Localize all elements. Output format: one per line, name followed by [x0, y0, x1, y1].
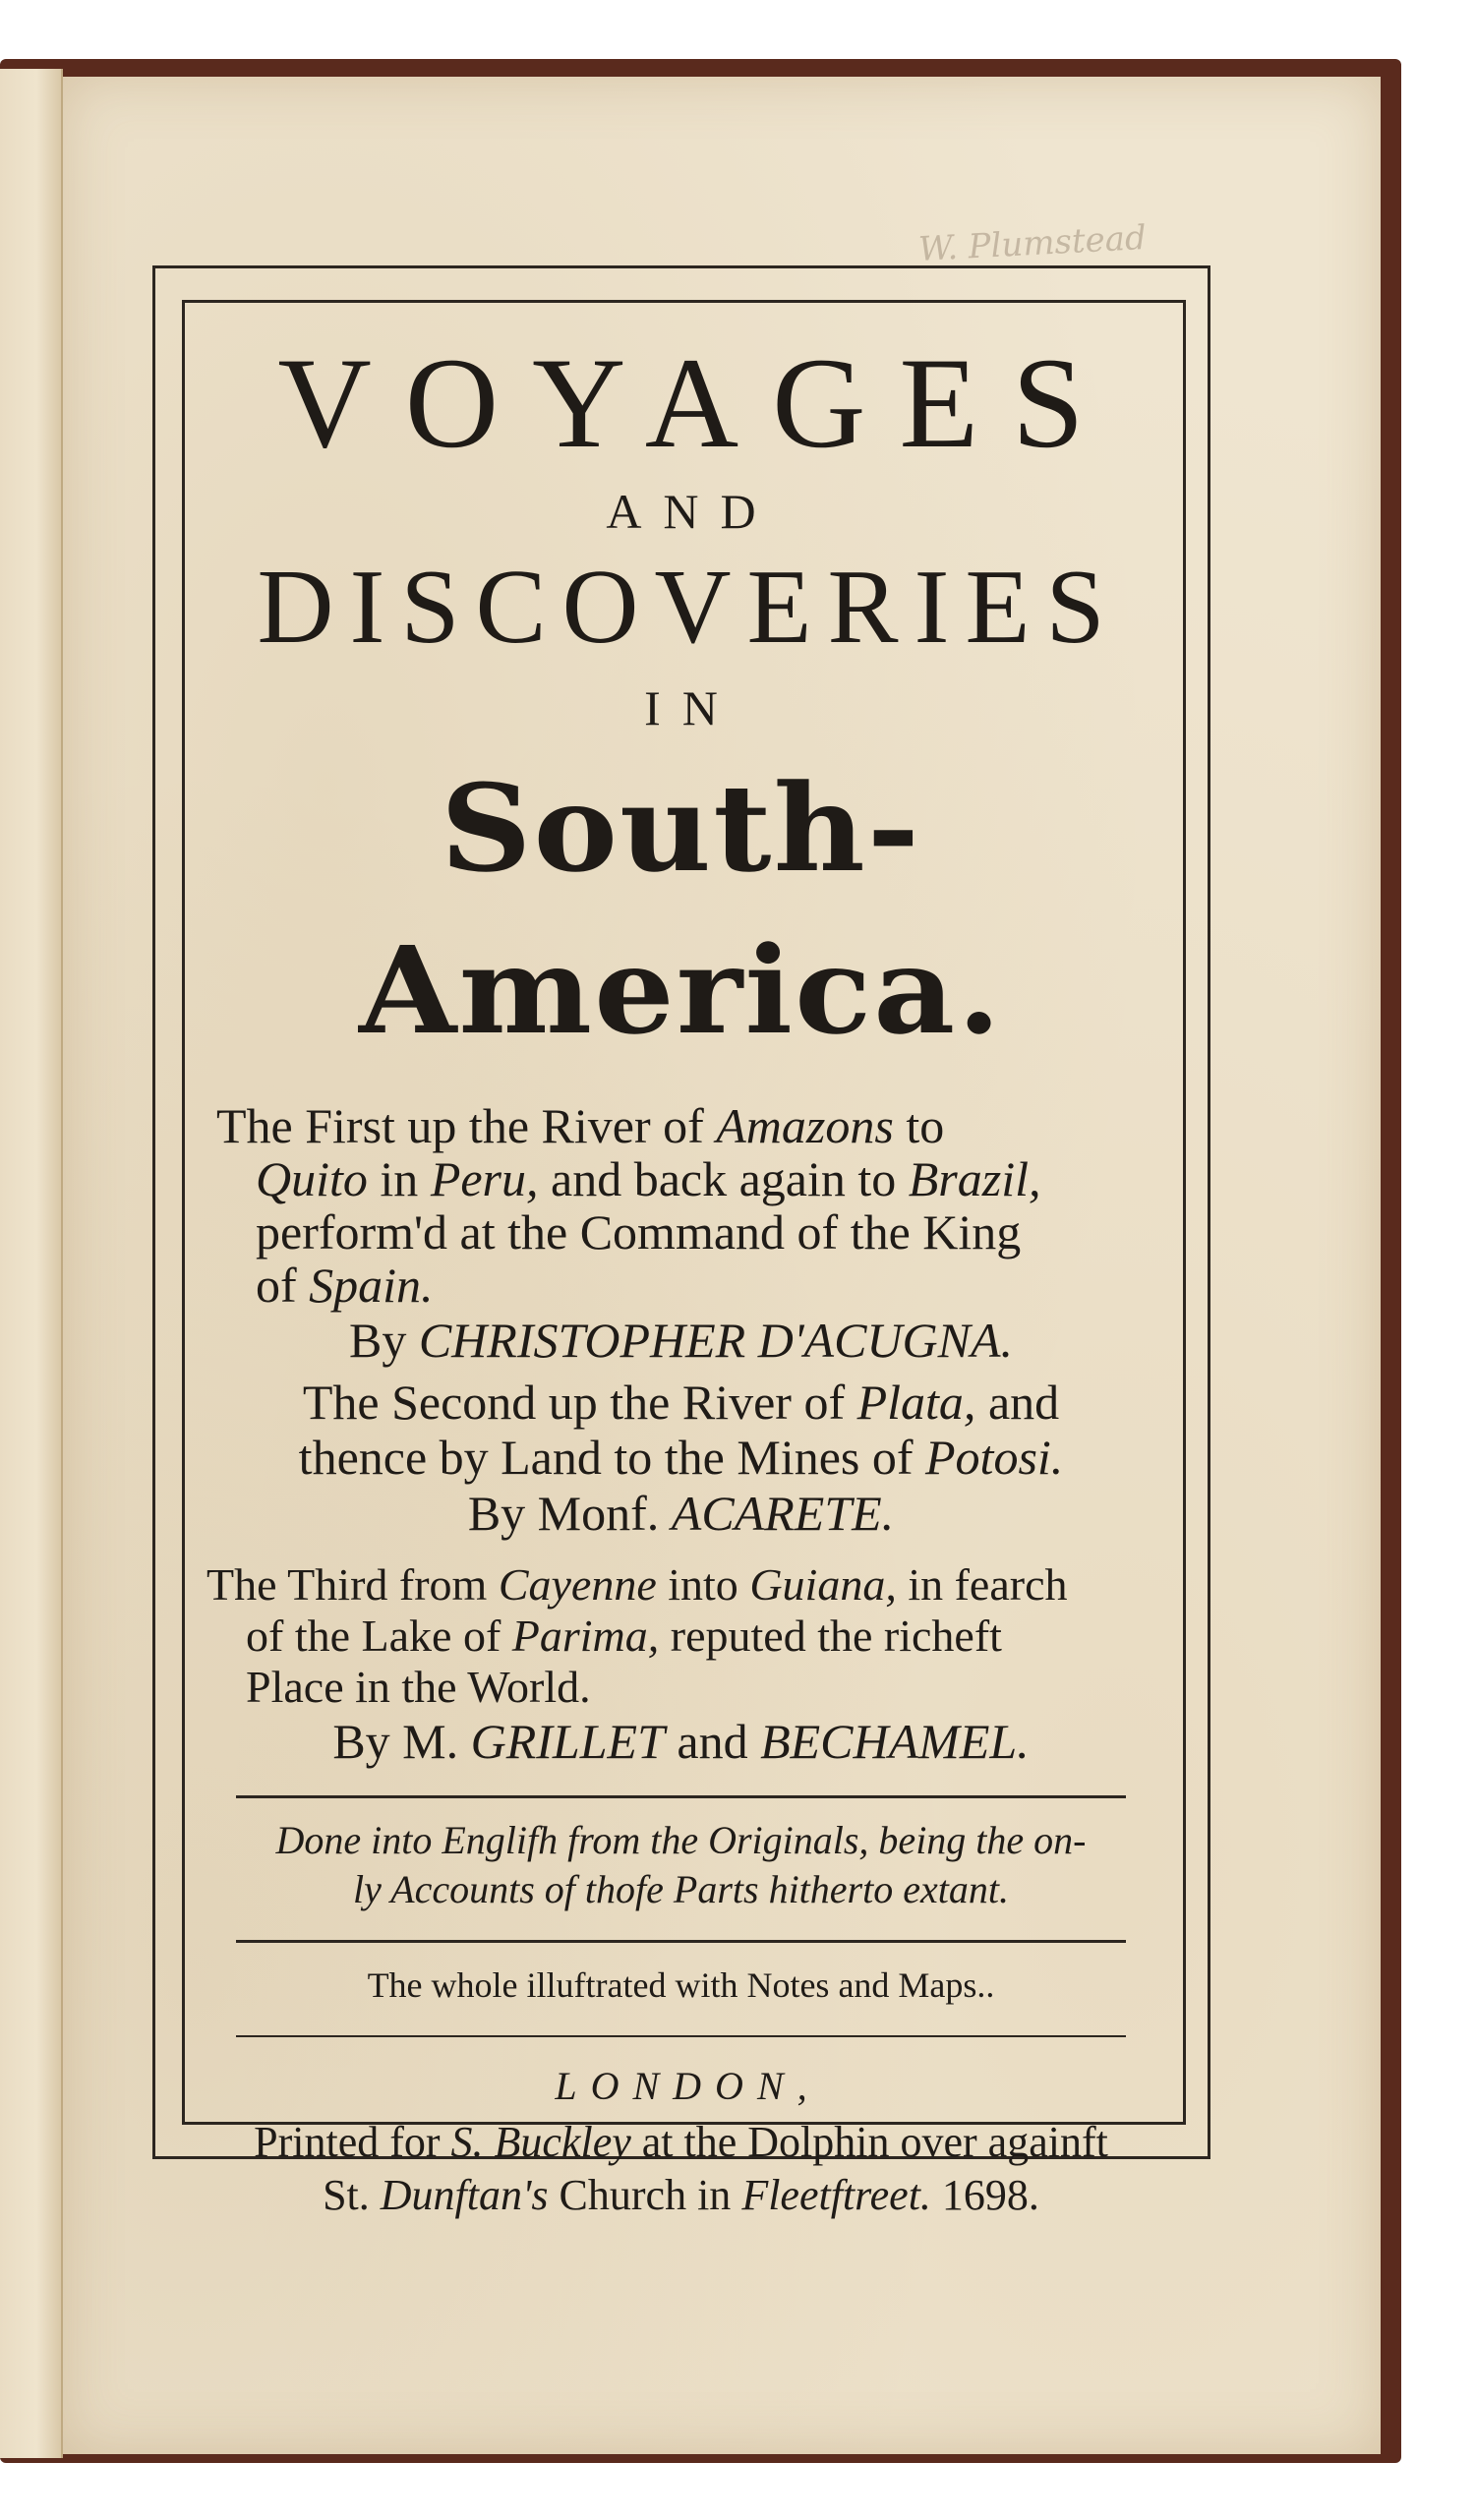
text-run: The Second up the River of [302, 1375, 857, 1430]
text-run: St. [323, 2171, 381, 2219]
text-run: thence by Land to the Mines of [298, 1430, 926, 1485]
text-run-italic: Plata, [856, 1375, 976, 1430]
text-run-italic: S. Buckley [450, 2118, 631, 2166]
text-run: and back again to [538, 1151, 909, 1206]
text-run: 1698. [930, 2171, 1039, 2219]
title-page-text [197, 324, 1165, 2222]
title-discoveries: DISCOVERIES [257, 549, 1121, 666]
divider-rule [236, 1795, 1126, 1798]
title-voyages: VOYAGES [277, 330, 1118, 475]
text-run-italic: ACARETE. [671, 1486, 895, 1541]
text-run: By [348, 1313, 419, 1368]
facing-page-edge [0, 69, 63, 2458]
divider-rule [236, 1940, 1126, 1943]
text-run-italic: Cayenne [498, 1559, 657, 1610]
text-run-italic: Quito [256, 1151, 368, 1206]
first-voyage-description [197, 1099, 1165, 1312]
text-line: ly Accounts of thofe Parts hitherto extant. [353, 1867, 1009, 1911]
text-run: By M. [332, 1714, 471, 1769]
text-run: The First up the River of [216, 1098, 717, 1153]
text-line: Place in the World. [246, 1662, 591, 1712]
third-voyage-author [197, 1713, 1165, 1770]
text-run: and [975, 1375, 1060, 1430]
text-run: in [367, 1151, 431, 1206]
text-run-italic: Parima, [511, 1611, 660, 1661]
imprint-printer [197, 2116, 1165, 2222]
text-run-italic: BECHAMEL. [760, 1714, 1030, 1769]
imprint-city: LONDON, [555, 2064, 821, 2108]
text-run-italic: Amazons [716, 1098, 894, 1153]
text-run-italic: Fleetftreet. [741, 2171, 931, 2219]
title-and: AND [606, 484, 778, 539]
text-run-italic: Spain. [309, 1258, 434, 1313]
title-south-america: South-America. [358, 757, 1003, 1061]
handwritten-mark: W. Plumstead [917, 217, 1148, 270]
text-line: perform'd at the Command of the King [256, 1204, 1022, 1260]
text-run: The Third from [206, 1559, 499, 1610]
text-run: of [256, 1258, 310, 1313]
title-in: IN [644, 680, 739, 735]
text-run-italic: GRILLET [470, 1714, 665, 1769]
second-voyage-author [197, 1485, 1165, 1542]
text-run: of the Lake of [246, 1611, 512, 1661]
text-run: Printed for [254, 2118, 451, 2166]
translation-note [197, 1816, 1165, 1914]
text-run-italic: Potosi. [925, 1430, 1064, 1485]
text-run-italic: Dunftan's [380, 2171, 549, 2219]
text-run-italic: Peru, [430, 1151, 539, 1206]
text-run: By Monf. [467, 1486, 672, 1541]
text-run: into [656, 1559, 750, 1610]
divider-rule [236, 2035, 1126, 2037]
second-voyage-description [197, 1375, 1165, 1485]
text-run: Church in [548, 2171, 742, 2219]
text-line: Done into Englifh from the Originals, being the on- [275, 1818, 1087, 1862]
illustrated-note: The whole illuftrated with Notes and Maps.. [367, 1965, 995, 2005]
text-run: at the Dolphin over againft [630, 2118, 1108, 2166]
first-voyage-author [197, 1312, 1165, 1369]
text-run: to [893, 1098, 945, 1153]
text-run: and [664, 1714, 761, 1769]
text-run-italic: CHRISTOPHER D'ACUGNA. [418, 1313, 1014, 1368]
text-run-italic: Brazil, [908, 1151, 1041, 1206]
text-run-italic: Guiana, [749, 1559, 897, 1610]
text-run: in fearch [896, 1559, 1068, 1610]
text-run: reputed the richeft [659, 1611, 1002, 1661]
third-voyage-description [197, 1559, 1165, 1713]
